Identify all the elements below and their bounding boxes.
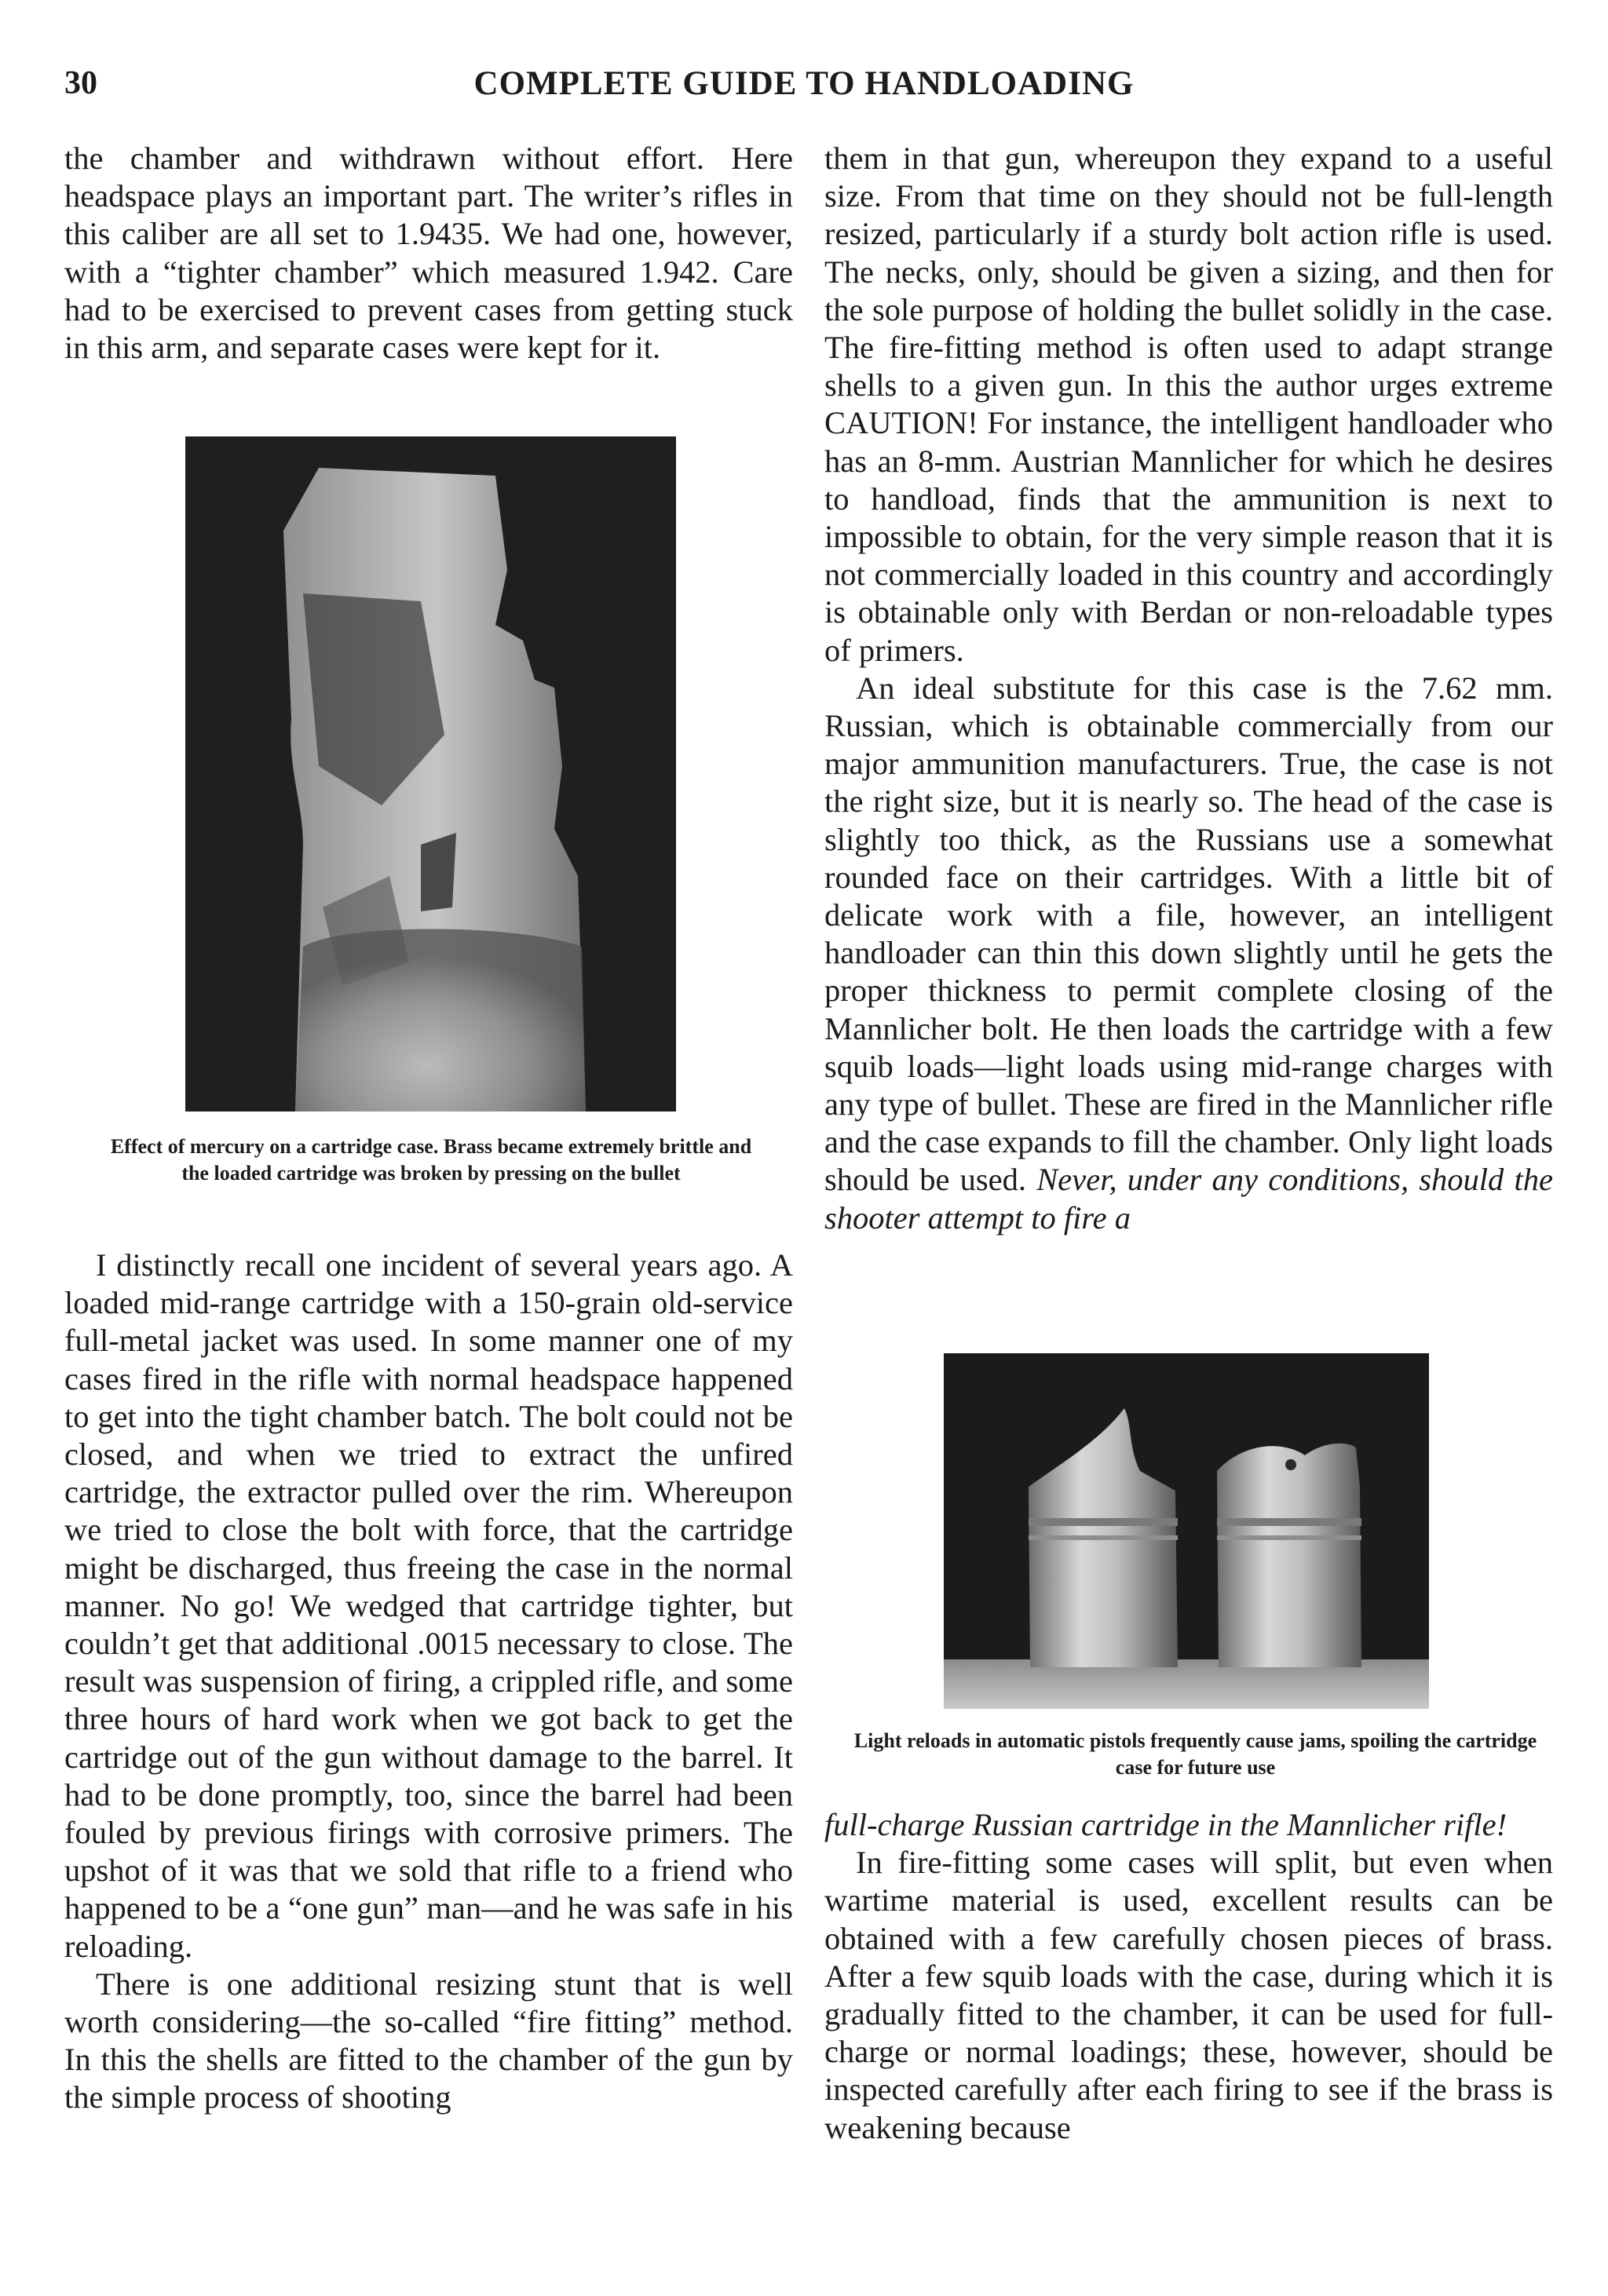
figure-2-caption: Light reloads in automatic pistols frequently cause jams, spoiling the cartridge case for future use [853, 1729, 1537, 1779]
right-paragraph-2 [824, 670, 1553, 1237]
left-paragraph-2: I distinctly recall one incident of several years ago. A loaded mid-range cartridge with a 150-grain old-service full-metal jacket was used. In some manner one of my cases fired in the rifle with normal headspace happened to get into the tight chamber batch. The bolt could not be closed, and when we tried to extract the unfired cartridge, the extractor pulled over the rim. Whereupon we tried to close the bolt with force, that the cartridge might be discharged, thus freeing the case in the normal manner. No go! We wedged that cartridge tighter, but couldn’t get that additional .0015 necessary to close. The result was suspension of firing, a crippled rifle, and some three hours of hard work when we got back to get the cartridge out of the gun without damage to the barrel. It had to be done promptly, too, since the barrel had been fouled by previous firings with corrosive primers. The upshot of it was that we sold that rifle to a friend who happened to be a “one gun” man—and he was safe in his reloading. [64, 1247, 793, 1964]
right-paragraph-2-text: An ideal substitute for this case is the 7.62 mm. Russian, which is obtainable commercially from our major ammunition manufacturers. True, the case is not the right size, but it is nearly so. The head of the case is slightly too thick, as the Russians use a somewhat rounded face on their cartridges. With a little bit of delicate work with a file, however, an intelligent handloader can thin this down slightly until he gets the proper thickness to permit complete closing of the Mannlicher bolt. He then loads the cartridge with a few squib loads—light loads using mid-range charges with any type of bullet. These are fired in the Mannlicher rifle and the case expands to fill the chamber. Only light loads should be used. [824, 670, 1553, 1198]
figure-1-caption: Effect of mercury on a cartridge case. Brass became extremely brittle and the loaded cartridge was broken by pressing on the bullet [110, 1135, 752, 1185]
right-paragraph-2-italic: Never, under any conditions, should the shooter attempt to fire a [824, 1162, 1553, 1236]
left-column-bottom [64, 1247, 793, 2117]
figure-pistol-cases [944, 1353, 1429, 1709]
left-column-top [64, 140, 793, 367]
broken-cartridge-image [185, 436, 676, 1111]
right-paragraph-3-italic: full-charge Russian cartridge in the Mannlicher rifle! [824, 1807, 1508, 1842]
figure-broken-cartridge [185, 436, 676, 1111]
pistol-cases-image [944, 1353, 1429, 1709]
right-paragraph-4: In fire-fitting some cases will split, but even when wartime material is used, excellent results can be obtained with a few carefully chosen pieces of brass. After a few squib loads with the case, during which it is gradually fitted to the chamber, it can be used for full-charge or normal loadings; these, however, should be inspected carefully after each firing to see if the brass is weakening because [824, 1845, 1553, 2145]
page-number: 30 [64, 65, 97, 101]
left-paragraph-3: There is one additional resizing stunt that is well worth considering—the so-called “fire fitting” method. In this the shells are fitted to the chamber of the gun by the simple process of shooting [64, 1966, 793, 2115]
right-paragraph-1: them in that gun, whereupon they expand to a useful size. From that time on they should not be full-length resized, particularly if a sturdy bolt action rifle is used. The necks, only, should be given a sizing, and then for the sole purpose of holding the bullet solidly in the case. The fire-fitting method is often used to adapt strange shells to a given gun. In this the author urges extreme CAUTION! For instance, the intelligent handloader who has an 8-mm. Austrian Mannlicher for which he desires to handload, finds that the ammunition is next to impossible to obtain, for the very simple reason that it is not commercially loaded in this country and accordingly is obtainable only with Berdan or non-reloadable types of primers. [824, 141, 1553, 668]
left-paragraph-1: the chamber and withdrawn without effort. Here headspace plays an important part. The writer’s rifles in this caliber are all set to 1.9435. We had one, however, with a “tighter chamber” which measured 1.942. Care had to be exercised to prevent cases from getting stuck in this arm, and separate cases were kept for it. [64, 141, 793, 366]
running-title: COMPLETE GUIDE TO HANDLOADING [473, 65, 1135, 102]
right-column-top [824, 140, 1553, 1237]
right-column-bottom [824, 1806, 1553, 2147]
